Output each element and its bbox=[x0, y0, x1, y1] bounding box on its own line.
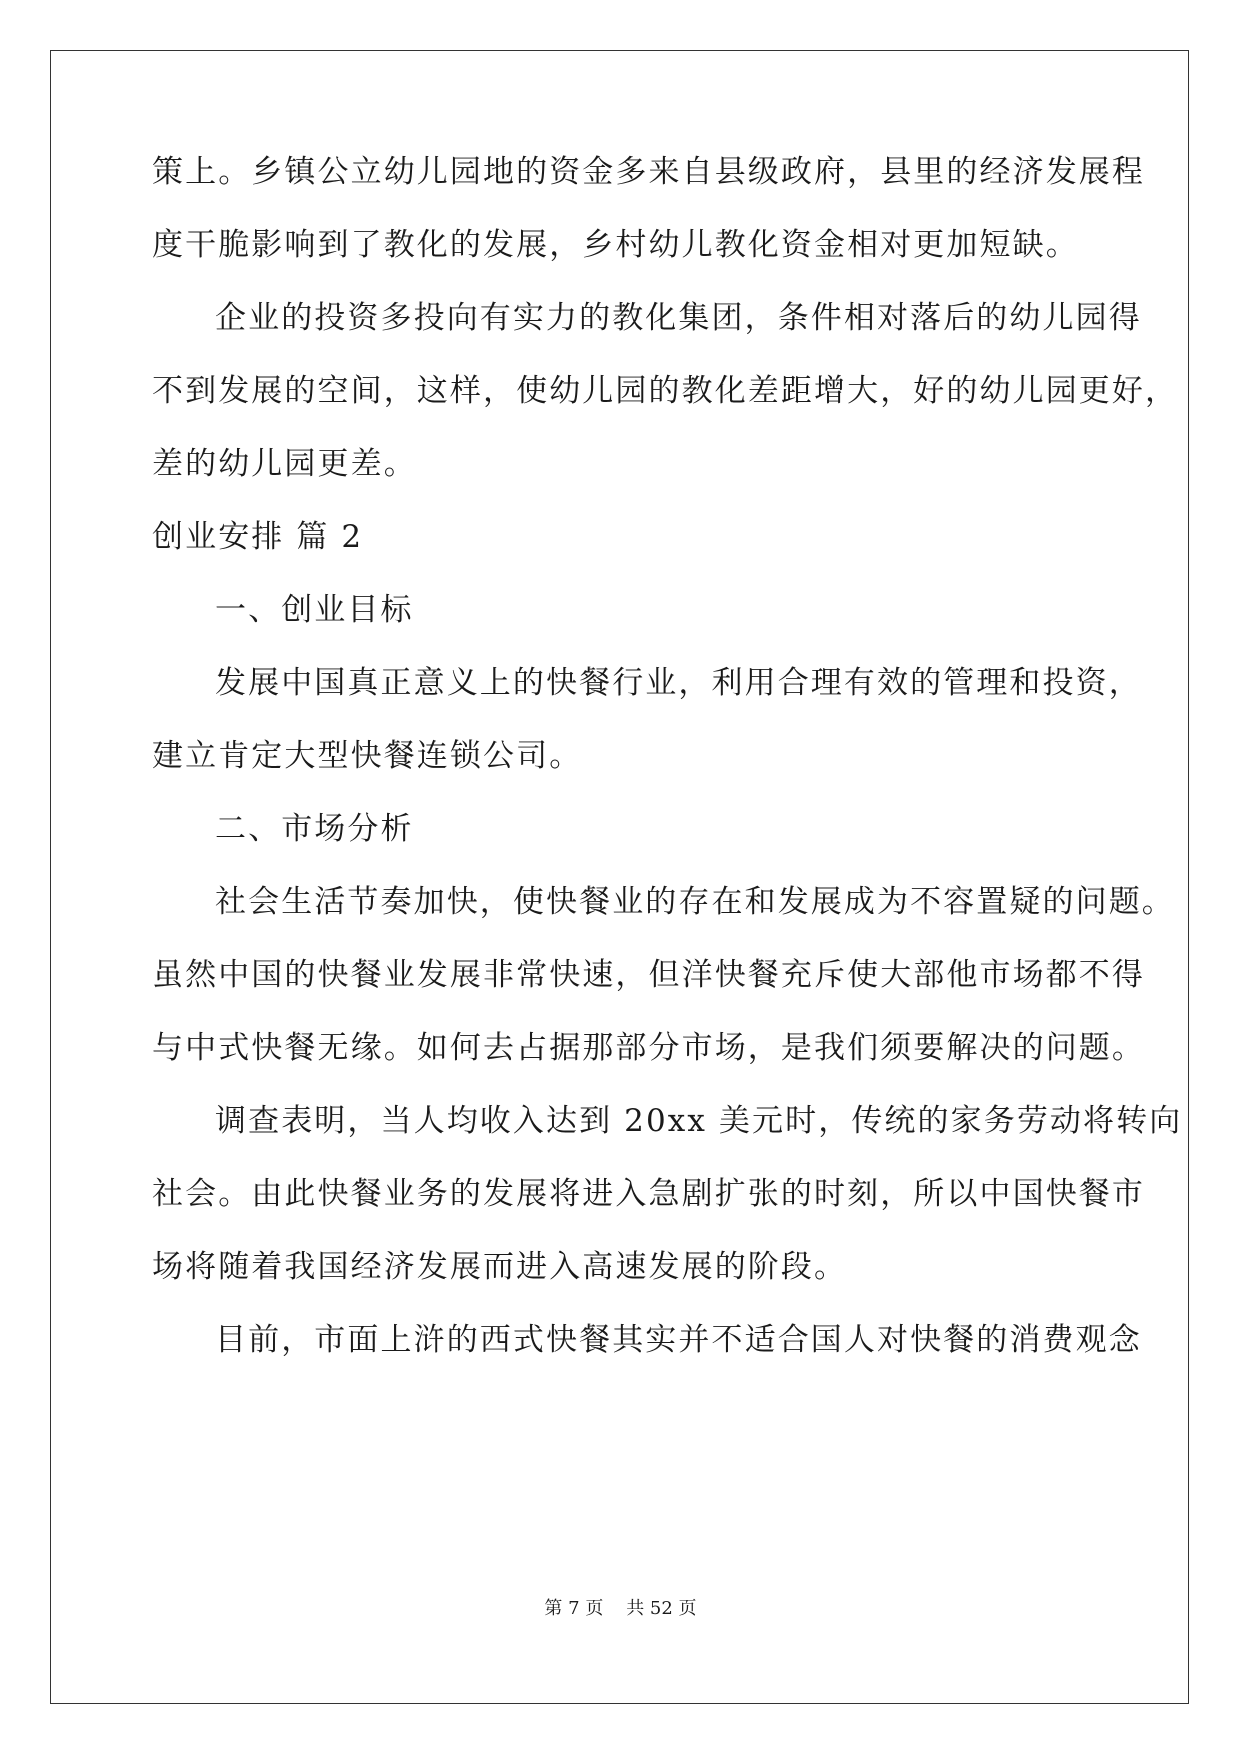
body-line: 差的幼儿园更差。 bbox=[152, 446, 417, 482]
body-line: 目前，市面上浒的西式快餐其实并不适合国人对快餐的消费观念 bbox=[215, 1322, 1142, 1358]
body-line: 度干脆影响到了教化的发展，乡村幼儿教化资金相对更加短缺。 bbox=[152, 227, 1079, 263]
body-line: 虽然中国的快餐业发展非常快速，但洋快餐充斥使大部他市场都不得 bbox=[152, 957, 1145, 993]
page-number-footer: 第 7 页 共 52 页 bbox=[544, 1598, 697, 1619]
subheading: 二、市场分析 bbox=[215, 811, 414, 847]
subheading: 一、创业目标 bbox=[215, 592, 414, 628]
body-line: 调查表明，当人均收入达到 20xx 美元时，传统的家务劳动将转向 bbox=[215, 1103, 1183, 1139]
body-line: 建立肯定大型快餐连锁公司。 bbox=[152, 738, 583, 774]
body-line: 社会生活节奏加快，使快餐业的存在和发展成为不容置疑的问题。 bbox=[215, 884, 1175, 920]
body-line: 与中式快餐无缘。如何去占据那部分市场，是我们须要解决的问题。 bbox=[152, 1030, 1145, 1066]
body-line: 企业的投资多投向有实力的教化集团，条件相对落后的幼儿园得 bbox=[215, 300, 1142, 336]
body-line: 策上。乡镇公立幼儿园地的资金多来自县级政府，县里的经济发展程 bbox=[152, 154, 1145, 190]
body-line: 不到发展的空间，这样，使幼儿园的教化差距增大，好的幼儿园更好， bbox=[152, 373, 1179, 409]
body-line: 场将随着我国经济发展而进入高速发展的阶段。 bbox=[152, 1249, 848, 1285]
body-line: 发展中国真正意义上的快餐行业，利用合理有效的管理和投资， bbox=[215, 665, 1142, 701]
body-line: 社会。由此快餐业务的发展将进入急剧扩张的时刻，所以中国快餐市 bbox=[152, 1176, 1145, 1212]
section-heading: 创业安排 篇 2 bbox=[152, 519, 364, 555]
